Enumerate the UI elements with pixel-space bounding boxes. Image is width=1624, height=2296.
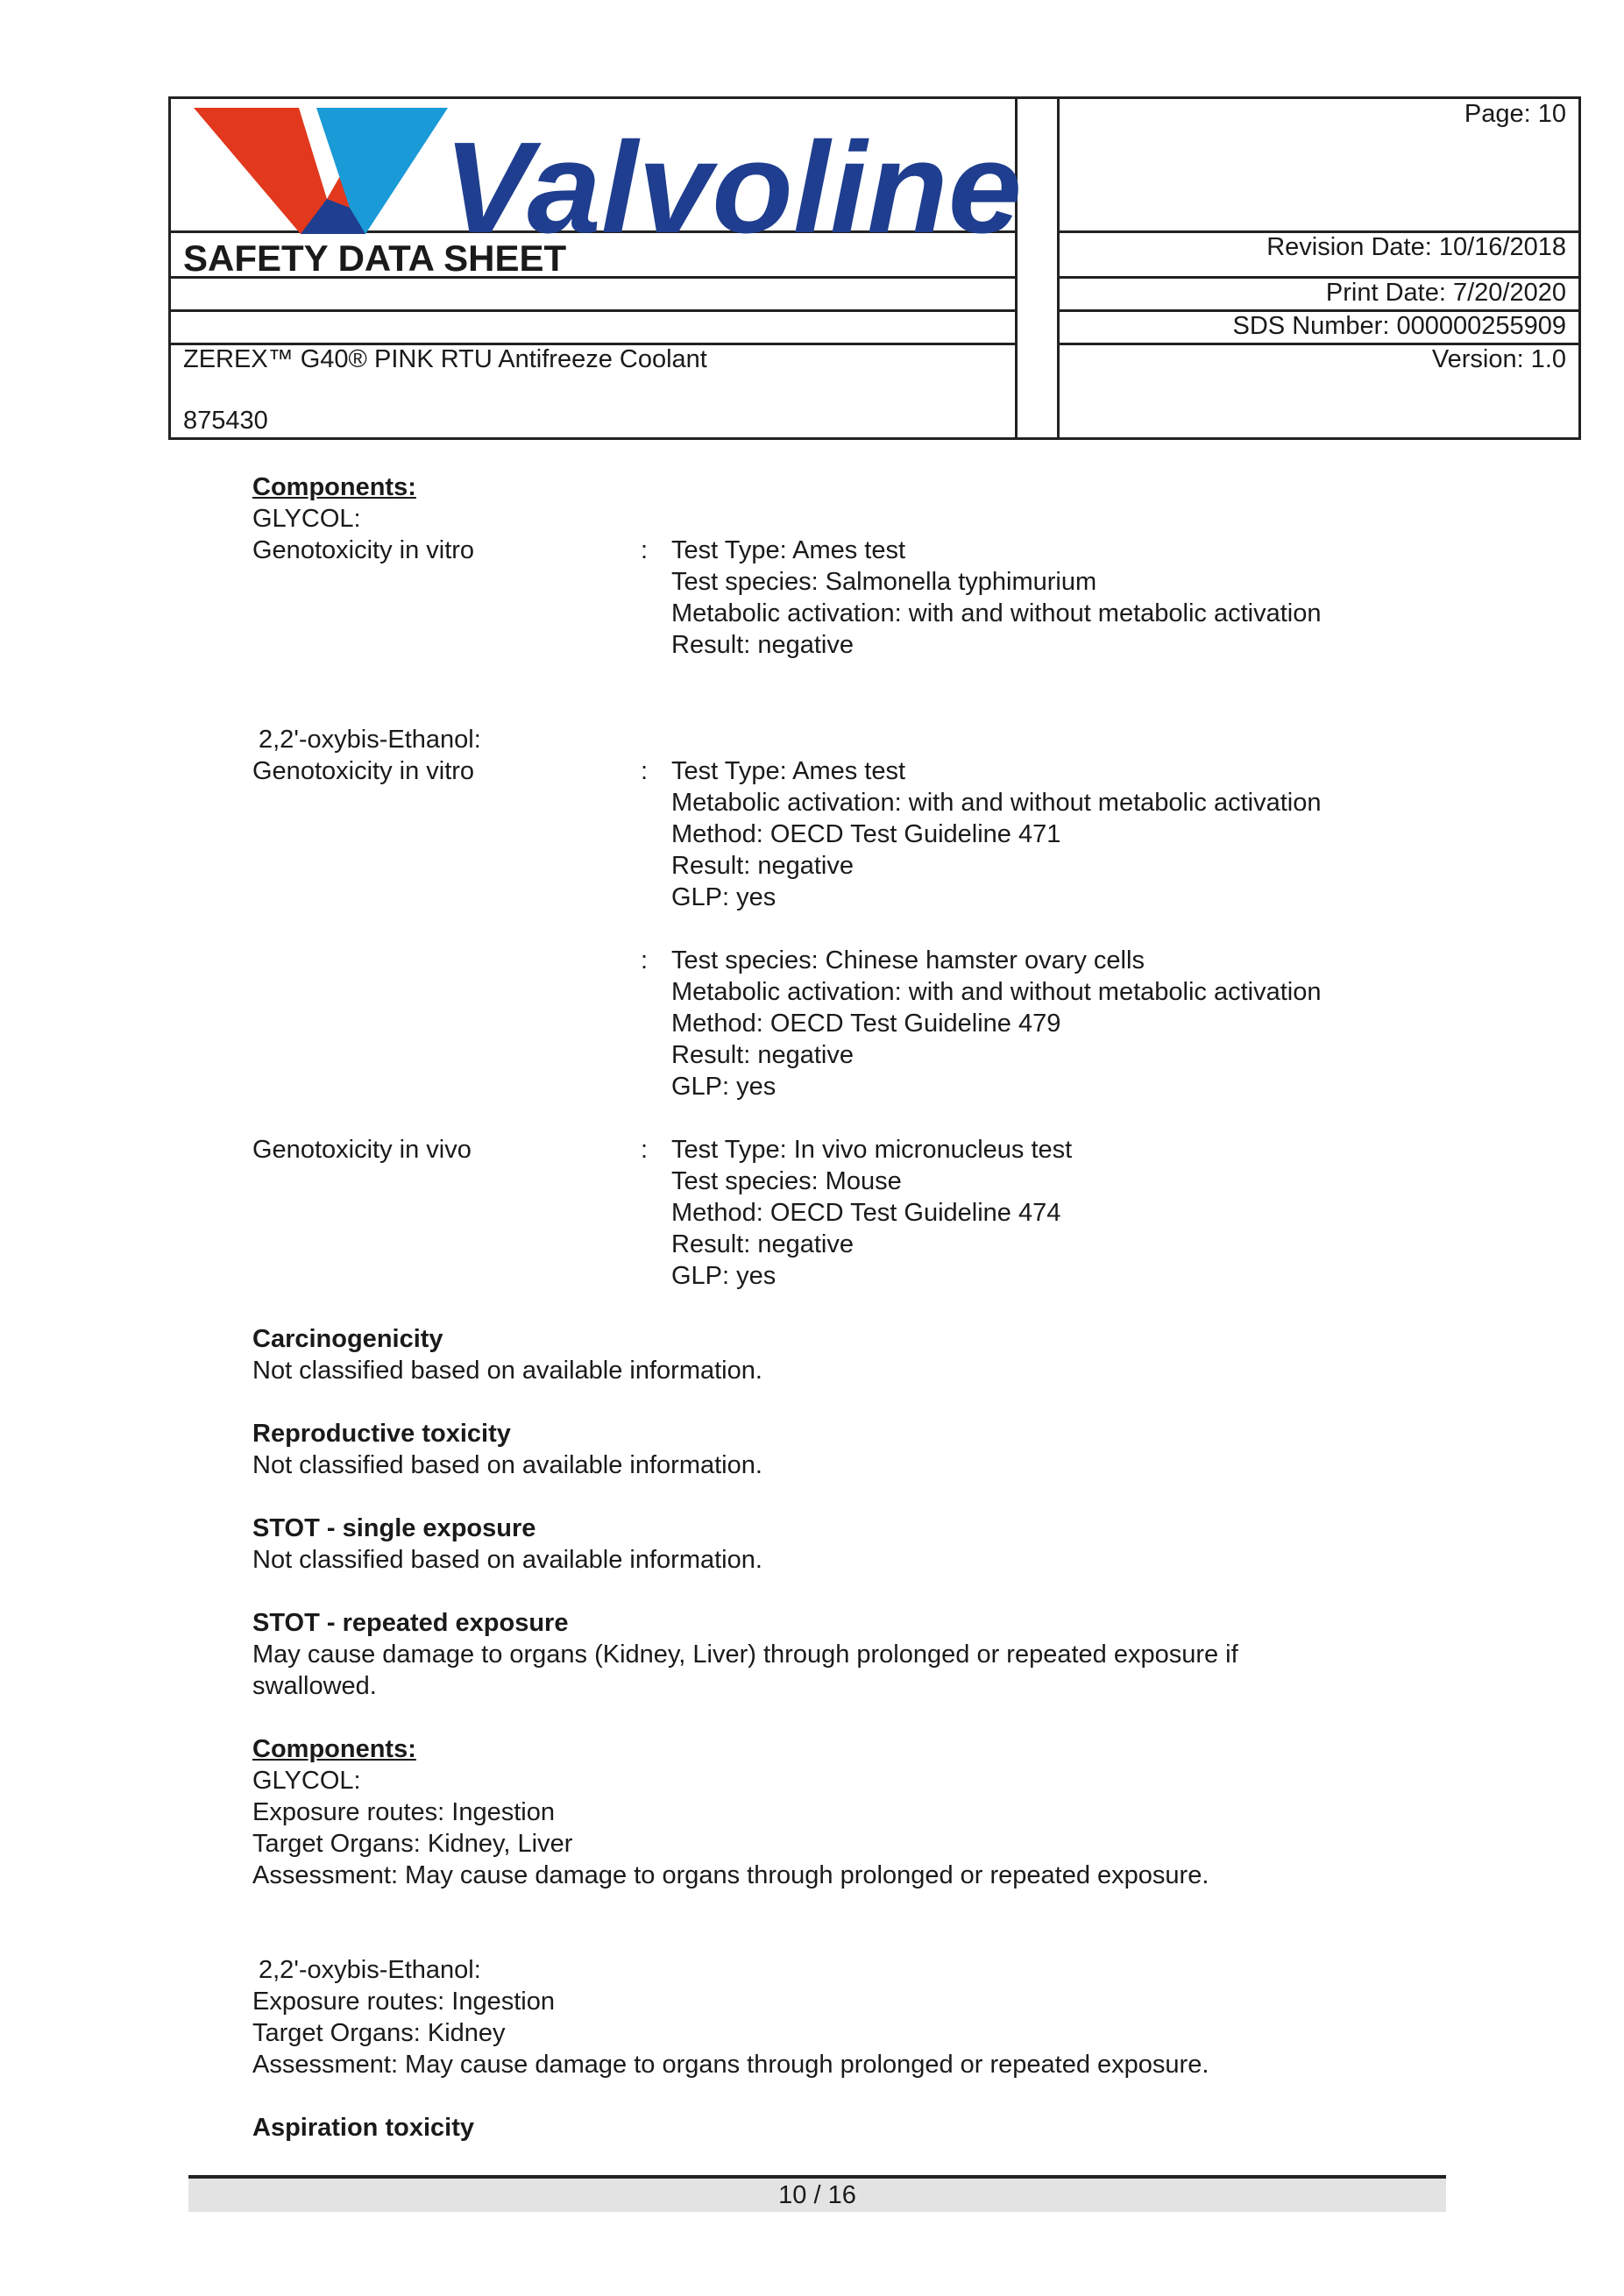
colon: : <box>641 757 649 785</box>
test-line: Result: negative <box>671 631 854 659</box>
test-line: GLP: yes <box>671 1262 777 1290</box>
page-number: Page: 10 <box>1464 100 1566 128</box>
components-heading: Components: <box>252 1735 416 1763</box>
test-line: Metabolic activation: with and without metabolic activation <box>671 978 1322 1006</box>
target-organs: Target Organs: Kidney, Liver <box>252 1830 573 1858</box>
test-line: Method: OECD Test Guideline 471 <box>671 820 1061 848</box>
print-date: Print Date: 7/20/2020 <box>1325 279 1566 307</box>
stot-single-text: Not classified based on available information. <box>252 1546 762 1574</box>
component-name: 2,2'-oxybis-Ethanol: <box>259 1956 481 1984</box>
genotoxicity-in-vitro-label: Genotoxicity in vitro <box>252 757 475 785</box>
test-line: Result: negative <box>671 1041 854 1069</box>
test-line: GLP: yes <box>671 883 777 911</box>
aspiration-toxicity-heading: Aspiration toxicity <box>252 2114 474 2142</box>
test-line: Test Type: Ames test <box>671 757 906 785</box>
carcinogenicity-heading: Carcinogenicity <box>252 1325 443 1353</box>
stot-repeated-text: swallowed. <box>252 1672 377 1700</box>
test-line: Test species: Salmonella typhimurium <box>671 568 1097 596</box>
document-type-title: SAFETY DATA SHEET <box>183 237 567 279</box>
assessment: Assessment: May cause damage to organs through prolonged or repeated exposure. <box>252 2051 1209 2079</box>
test-line: Test Type: Ames test <box>671 536 906 564</box>
assessment: Assessment: May cause damage to organs through prolonged or repeated exposure. <box>252 1861 1209 1889</box>
test-line: Result: negative <box>671 852 854 880</box>
product-code: 875430 <box>183 407 268 435</box>
genotoxicity-in-vitro-label: Genotoxicity in vitro <box>252 536 475 564</box>
exposure-routes: Exposure routes: Ingestion <box>252 1988 555 2016</box>
test-line: Test species: Chinese hamster ovary cells <box>671 946 1145 974</box>
component-name: GLYCOL: <box>252 1767 361 1795</box>
component-name: GLYCOL: <box>252 505 361 533</box>
version: Version: 1.0 <box>1431 345 1566 373</box>
colon: : <box>641 946 649 974</box>
components-heading: Components: <box>252 473 416 501</box>
test-line: Metabolic activation: with and without metabolic activation <box>671 789 1322 817</box>
stot-repeated-heading: STOT - repeated exposure <box>252 1609 569 1637</box>
sds-number: SDS Number: 000000255909 <box>1232 312 1566 340</box>
reproductive-toxicity-text: Not classified based on available information. <box>252 1451 762 1479</box>
page-counter: 10 / 16 <box>188 2179 1446 2212</box>
revision-date: Revision Date: 10/16/2018 <box>1266 233 1566 261</box>
stot-repeated-text: May cause damage to organs (Kidney, Liver) through prolonged or repeated exposure if <box>252 1641 1238 1669</box>
test-line: Test species: Mouse <box>671 1167 902 1195</box>
test-line: Test Type: In vivo micronucleus test <box>671 1136 1073 1164</box>
logo-wordmark: Valvoline <box>443 116 1022 236</box>
test-line: GLP: yes <box>671 1073 777 1101</box>
genotoxicity-in-vivo-label: Genotoxicity in vivo <box>252 1136 472 1164</box>
test-line: Method: OECD Test Guideline 479 <box>671 1010 1061 1038</box>
reproductive-toxicity-heading: Reproductive toxicity <box>252 1420 511 1448</box>
exposure-routes: Exposure routes: Ingestion <box>252 1798 555 1826</box>
test-line: Result: negative <box>671 1230 854 1258</box>
test-line: Method: OECD Test Guideline 474 <box>671 1199 1061 1227</box>
target-organs: Target Organs: Kidney <box>252 2019 506 2047</box>
carcinogenicity-text: Not classified based on available information. <box>252 1357 762 1385</box>
stot-single-heading: STOT - single exposure <box>252 1514 536 1542</box>
colon: : <box>641 536 649 564</box>
test-line: Metabolic activation: with and without metabolic activation <box>671 599 1322 627</box>
product-name: ZEREX™ G40® PINK RTU Antifreeze Coolant <box>183 345 707 373</box>
component-name: 2,2'-oxybis-Ethanol: <box>259 726 481 754</box>
colon: : <box>641 1136 649 1164</box>
